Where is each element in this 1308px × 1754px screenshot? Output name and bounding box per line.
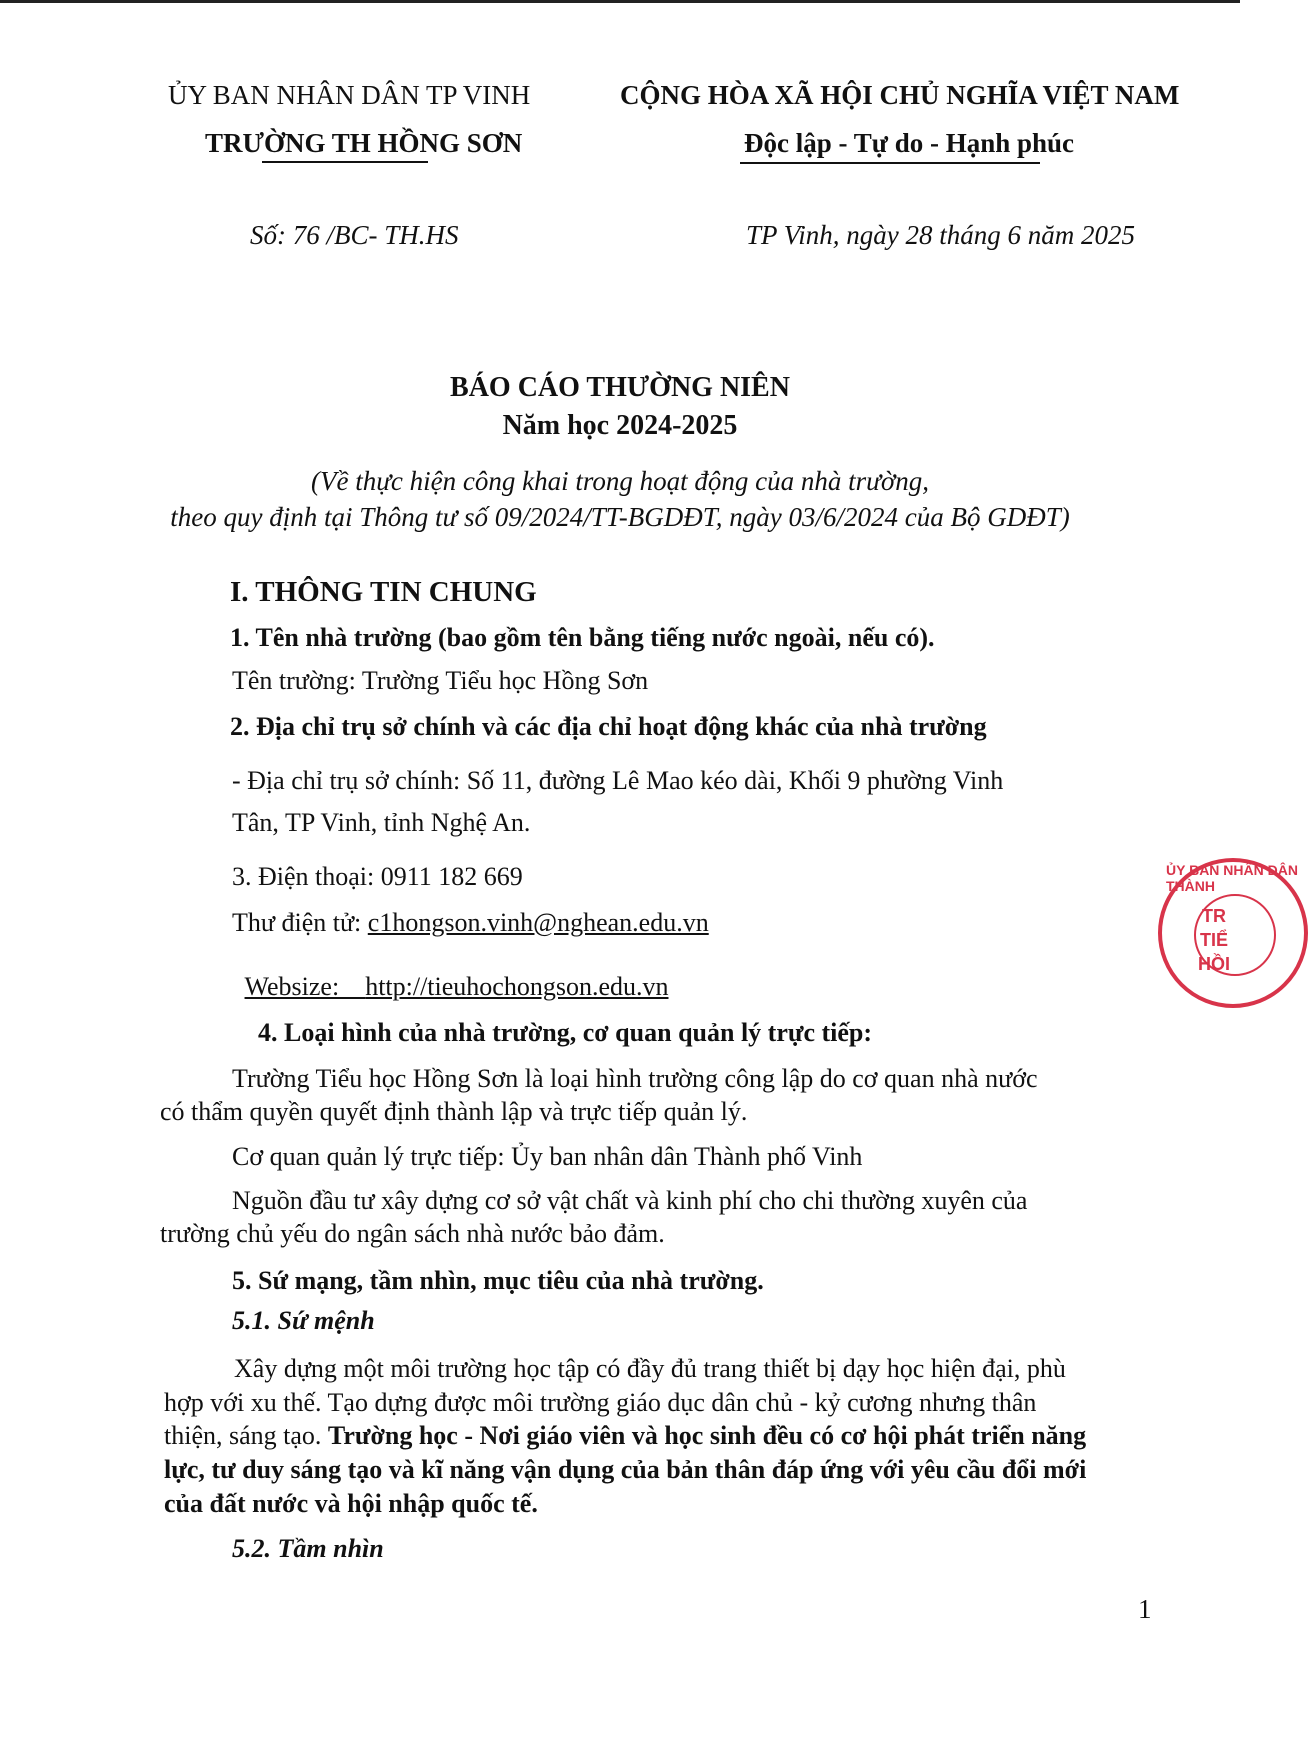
item4-paragraph3-line2: trường chủ yếu do ngân sách nhà nước bảo đảm. [160,1219,665,1248]
report-note-line1: (Về thực hiện công khai trong hoạt động của nhà trường, [310,466,930,496]
stamp-text-line2: TIỂ [1200,930,1229,950]
mission-line3-bold: Trường học - Nơi giáo viên và học sinh đều có cơ hội phát triển năng [327,1421,1087,1450]
item4-paragraph3-line1: Nguồn đầu tư xây dựng cơ sở vật chất và kinh phí cho chi thường xuyên của [232,1186,1028,1215]
item2-address-line1: - Địa chỉ trụ sở chính: Số 11, đường Lê Mao kéo dài, Khối 9 phường Vinh [232,766,1004,795]
website-label: Websize: [244,972,366,1001]
mission-line5: của đất nước và hội nhập quốc tế. [164,1489,538,1518]
item4-heading: 4. Loại hình của nhà trường, cơ quan quản lý trực tiếp: [258,1018,873,1047]
email-line [232,908,709,938]
stamp-arc-text: ỦY BAN NHÂN DÂN THÀNH [1166,862,1298,894]
mission-line3-normal: thiện, sáng tạo. [164,1421,328,1450]
page-number: 1 [1138,1594,1152,1624]
item4-paragraph1-line1: Trường Tiểu học Hồng Sơn là loại hình trường công lập do cơ quan nhà nước [232,1064,1038,1093]
national-title: CỘNG HÒA XÃ HỘI CHỦ NGHĨA VIỆT NAM [620,80,1180,110]
mission-line1: Xây dựng một môi trường học tập có đầy đủ trang thiết bị dạy học hiện đại, phù [234,1354,1066,1383]
item1-text: Tên trường: Trường Tiểu học Hồng Sơn [232,666,649,695]
stamp-text-line1: TR [1202,906,1226,926]
mission-line3 [164,1421,1086,1451]
mission-line2: hợp với xu thế. Tạo dựng được môi trường giáo dục dân chủ - kỷ cương nhưng thân [164,1388,1037,1417]
email-link[interactable]: c1hongson.vinh@nghean.edu.vn [367,908,709,937]
school-name-underline [262,161,428,163]
issuing-authority: ỦY BAN NHÂN DÂN TP VINH [168,80,531,110]
item4-paragraph1-line2: có thẩm quyền quyết định thành lập và trực tiếp quản lý. [160,1097,748,1126]
item2-address-line2: Tân, TP Vinh, tỉnh Nghệ An. [232,808,531,837]
motto-underline [740,162,1040,164]
item52-heading: 5.2. Tầm nhìn [232,1534,384,1563]
website-line [232,942,669,1002]
item5-heading: 5. Sứ mạng, tầm nhìn, mục tiêu của nhà trường. [232,1266,764,1295]
report-title: BÁO CÁO THƯỜNG NIÊN [450,372,790,403]
official-stamp [1158,858,1308,1008]
section-heading: I. THÔNG TIN CHUNG [230,576,537,608]
report-year: Năm học 2024-2025 [502,410,738,441]
report-note-line2: theo quy định tại Thông tư số 09/2024/TT-BGDĐT, ngày 03/6/2024 của Bộ GDĐT) [170,502,1070,532]
national-motto: Độc lập - Tự do - Hạnh phúc [744,128,1075,158]
item4-paragraph2: Cơ quan quản lý trực tiếp: Ủy ban nhân dân Thành phố Vinh [232,1142,863,1171]
item3-phone: 3. Điện thoại: 0911 182 669 [232,862,523,891]
mission-line4: lực, tư duy sáng tạo và kĩ năng vận dụng của bản thân đáp ứng với yêu cầu đổi mới [164,1455,1087,1484]
school-name: TRƯỜNG TH HỒNG SƠN [205,128,523,158]
item51-heading: 5.1. Sứ mệnh [232,1306,375,1335]
item2-heading: 2. Địa chỉ trụ sở chính và các địa chỉ hoạt động khác của nhà trường [230,712,987,741]
email-label: Thư điện tử: [232,908,368,937]
document-number: Số: 76 /BC- TH.HS [250,220,459,250]
stamp-text-line3: HỒI [1198,954,1231,974]
place-date: TP Vinh, ngày 28 tháng 6 năm 2025 [746,220,1135,250]
scan-border [0,0,1240,3]
item1-heading: 1. Tên nhà trường (bao gồm tên bằng tiếng nước ngoài, nếu có). [230,623,935,652]
website-link[interactable]: http://tieuhochongson.edu.vn [365,972,669,1001]
